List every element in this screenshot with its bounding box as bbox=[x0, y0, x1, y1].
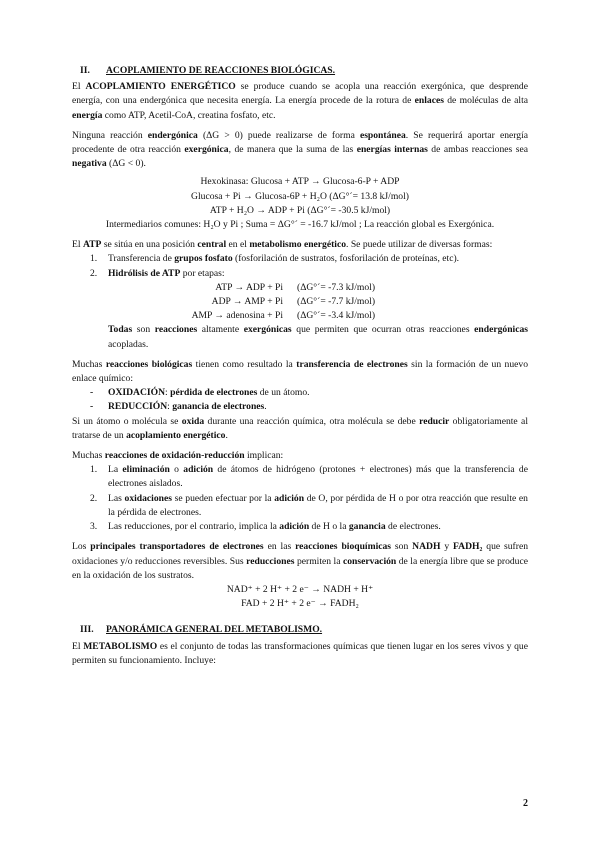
redox-definitions-list bbox=[72, 386, 528, 414]
text-run: de H o la bbox=[309, 521, 349, 533]
text-run: se sitúa en una posición bbox=[101, 239, 198, 251]
text-run: (fosforilación de sustratos, fosforilación de proteínas, etc). bbox=[232, 253, 460, 265]
bold-text: acoplamiento energético bbox=[126, 429, 226, 441]
text-run: . bbox=[225, 429, 228, 441]
text-run: acopladas. bbox=[108, 338, 149, 350]
paragraph bbox=[72, 80, 528, 123]
text-run: son bbox=[391, 541, 413, 553]
text-run: por etapas: bbox=[180, 267, 225, 279]
list-item bbox=[72, 492, 528, 520]
bold-text: ganancia bbox=[348, 521, 386, 533]
text-run: se pueden efectuar por la bbox=[171, 492, 275, 504]
text-run: en las bbox=[263, 541, 296, 553]
hydrolysis-row bbox=[72, 281, 528, 295]
text-run: . bbox=[264, 401, 267, 413]
bold-text: adición bbox=[279, 521, 310, 533]
bold-text: reacciones bioquímicas bbox=[295, 541, 392, 553]
bold-text: reacciones de oxidación-reducción bbox=[104, 450, 245, 462]
bold-text: conservación bbox=[342, 555, 397, 567]
text-run: como ATP, Acetil-CoA, creatina fosfato, etc. bbox=[102, 109, 276, 121]
text-run: . Se puede utilizar de diversas formas: bbox=[346, 239, 493, 251]
bold-text: pérdida de electrones bbox=[170, 387, 258, 399]
bold-text: energías internas bbox=[356, 144, 428, 156]
page-number: 2 bbox=[523, 798, 528, 809]
redox-implications-list bbox=[72, 463, 528, 534]
list-marker: - bbox=[90, 401, 94, 413]
text-run: Los bbox=[72, 541, 91, 553]
bold-text: ACOPLAMIENTO ENERGÉTICO bbox=[85, 81, 236, 93]
reaction-atp: ATP + H₂O → ADP + Pi (ΔG°´= -30.5 kJ/mol) bbox=[209, 204, 391, 216]
hydrolysis-free-energy: (ΔG°´= -7.3 kJ/mol) bbox=[297, 281, 376, 293]
text-run: permiten la bbox=[294, 555, 343, 567]
bold-text: exergónicas bbox=[243, 324, 292, 336]
reaction-glucose: Glucosa + Pi → Glucosa-6P + H₂O (ΔG°´= 13.8 kJ/mol) bbox=[191, 190, 409, 202]
paragraph bbox=[72, 449, 528, 463]
list-item bbox=[72, 386, 528, 400]
text-run: de átomos de hidrógeno (protones + electrones) más que la transferencia de electrones aislados. bbox=[108, 464, 528, 490]
list-marker: 3. bbox=[90, 521, 98, 533]
hydrolysis-free-energy: (ΔG°´= -7.7 kJ/mol) bbox=[297, 296, 376, 308]
list-item bbox=[72, 463, 528, 491]
text-run: Si un átomo o molécula se bbox=[72, 415, 182, 427]
bold-text: transferencia de electrones bbox=[296, 358, 408, 370]
text-run: en el bbox=[226, 239, 250, 251]
text-run: altamente bbox=[197, 324, 244, 336]
bold-text: ATP bbox=[82, 239, 102, 251]
bold-text: REDUCCIÓN bbox=[108, 401, 168, 413]
text-run: Transferencia de bbox=[108, 253, 175, 265]
atp-uses-list bbox=[72, 252, 528, 280]
text-run: implican: bbox=[244, 450, 284, 462]
section-ii-number: II. bbox=[80, 65, 90, 76]
text-run: Las bbox=[108, 492, 125, 504]
bold-text: METABOLISMO bbox=[83, 640, 158, 652]
bold-text: reacciones biológicas bbox=[105, 358, 193, 370]
paragraph bbox=[72, 358, 528, 386]
equation-nad: NAD⁺ + 2 H⁺ + 2 e⁻ → NADH + H⁺ bbox=[226, 583, 374, 595]
bold-text: eliminación bbox=[122, 464, 170, 476]
paragraph bbox=[72, 415, 528, 443]
list-item bbox=[72, 520, 528, 534]
bold-text: principales transportadores de electrones bbox=[90, 541, 264, 553]
bold-text: oxidaciones bbox=[124, 492, 172, 504]
hydrolysis-row bbox=[72, 309, 528, 323]
text-run: El bbox=[72, 640, 84, 652]
text-run: Ninguna reacción bbox=[72, 129, 148, 141]
bold-text: enlaces bbox=[414, 95, 444, 107]
text-run: , de manera que la suma de las bbox=[228, 144, 357, 156]
text-run: El bbox=[72, 81, 86, 93]
text-run: son bbox=[132, 324, 155, 336]
hydrolysis-row bbox=[72, 295, 528, 309]
list-marker: 1. bbox=[90, 464, 98, 476]
text-run: es el conjunto de todas las transformaciones químicas que tienen lugar en los seres vivos y que permiten su funcionamiento. Incluye: bbox=[72, 640, 528, 666]
hydrolysis-steps bbox=[72, 281, 528, 324]
section-iii-number: III. bbox=[80, 624, 94, 636]
text-run: de electrones. bbox=[385, 521, 441, 533]
bold-text: adición bbox=[274, 492, 305, 504]
bold-text: exergónica bbox=[184, 144, 229, 156]
bold-text: Todas bbox=[108, 324, 133, 336]
text-run: Muchas bbox=[72, 358, 106, 370]
text-run: La bbox=[108, 464, 123, 476]
hydrolysis-free-energy: (ΔG°´= -3.4 kJ/mol) bbox=[297, 310, 376, 322]
paragraph bbox=[72, 129, 528, 172]
section-ii-title: ACOPLAMIENTO DE REACCIONES BIOLÓGICAS. bbox=[106, 65, 336, 76]
text-run: de ambas reacciones sea bbox=[427, 144, 528, 156]
text-run: Muchas bbox=[72, 450, 105, 462]
text-run: y bbox=[440, 541, 454, 553]
bold-text: espontánea bbox=[359, 129, 406, 141]
bold-text: central bbox=[197, 239, 227, 251]
text-run: sin la formación de un nuevo enlace químico: bbox=[72, 358, 528, 385]
equation-fad: FAD + 2 H⁺ + 2 e⁻ → FADH₂ bbox=[241, 598, 359, 610]
text-run: de moléculas de alta bbox=[443, 95, 528, 107]
list-marker: 2. bbox=[90, 267, 98, 279]
bold-text: reacciones bbox=[154, 324, 198, 336]
text-run: (ΔG < 0). bbox=[106, 158, 146, 170]
bold-text: NADH bbox=[412, 541, 441, 553]
reaction-hexokinase: Hexokinasa: Glucosa + ATP → Glucosa-6-P + ADP bbox=[200, 176, 400, 188]
list-item bbox=[72, 400, 528, 414]
text-run: de un átomo. bbox=[257, 387, 310, 399]
list-marker: 1. bbox=[90, 253, 98, 265]
text-run: de O, por pérdida de H o por otra reacción que resulte en la pérdida de electrones. bbox=[108, 492, 528, 518]
list-item bbox=[72, 267, 528, 281]
bold-text: Hidrólisis de ATP bbox=[108, 267, 181, 279]
text-run: de la energía libre que se produce en la oxidación de los sustratos. bbox=[72, 555, 528, 581]
hydrolysis-reaction: AMP → adenosina + Pi bbox=[191, 310, 283, 322]
paragraph bbox=[72, 540, 528, 583]
text-run: que sufren oxidaciones y/o reducciones reversibles. Sus bbox=[72, 541, 529, 567]
bold-text: endergónicas bbox=[474, 324, 529, 336]
text-run: : bbox=[167, 401, 173, 413]
list-marker: - bbox=[90, 387, 94, 399]
text-run: tienen como resultado la bbox=[192, 358, 297, 370]
intermediates-note: Intermediarios comunes: H₂O y Pi ; Suma = ΔG°´ = -16.7 kJ/mol ; La reacción global es Exergónica. bbox=[105, 219, 495, 231]
text-run: obligatoriamente al tratarse de un bbox=[72, 415, 528, 441]
bold-text: adición bbox=[183, 464, 214, 476]
bold-text: FADH₂ bbox=[453, 541, 483, 553]
text-run: El bbox=[72, 239, 83, 251]
text-run: durante una reacción química, otra molécula se debe bbox=[204, 415, 420, 427]
paragraph bbox=[72, 640, 528, 668]
bold-text: reducciones bbox=[246, 555, 295, 567]
bold-text: grupos fosfato bbox=[174, 253, 233, 265]
bold-text: negativa bbox=[72, 158, 107, 170]
list-marker: 2. bbox=[90, 492, 98, 504]
coupled-note bbox=[72, 323, 528, 351]
hydrolysis-reaction: ATP → ADP + Pi bbox=[215, 281, 283, 293]
paragraph bbox=[72, 238, 528, 252]
text-run: que permiten que ocurran otras reacciones bbox=[291, 324, 475, 336]
text-run: : bbox=[165, 387, 171, 399]
bold-text: metabolismo energético bbox=[249, 239, 347, 251]
bold-text: endergónica bbox=[147, 129, 198, 141]
bold-text: ganancia de electrones bbox=[172, 401, 265, 413]
list-item bbox=[72, 252, 528, 266]
bold-text: OXIDACIÓN bbox=[108, 387, 166, 399]
text-run: se produce cuando se acopla una reacción exergónica, que desprende energía, con una endergónica que necesita energía. La energía procede de la rotura de bbox=[72, 81, 528, 107]
section-iii-title: PANORÁMICA GENERAL DEL METABOLISMO. bbox=[106, 624, 323, 636]
text-run: (ΔG > 0) puede realizarse de forma bbox=[197, 129, 360, 141]
bold-text: reducir bbox=[419, 415, 450, 427]
hydrolysis-reaction: ADP → AMP + Pi bbox=[211, 296, 283, 308]
section-iii-heading bbox=[72, 623, 528, 637]
page-content bbox=[72, 64, 528, 668]
text-run: . Se requerirá aportar energía procedente de otra reacción bbox=[72, 129, 529, 156]
section-ii-heading bbox=[72, 64, 528, 78]
text-run: Las reducciones, por el contrario, implica la bbox=[108, 521, 280, 533]
text-run: o bbox=[169, 464, 184, 476]
bold-text: energía bbox=[72, 109, 103, 121]
bold-text: oxida bbox=[181, 415, 205, 427]
